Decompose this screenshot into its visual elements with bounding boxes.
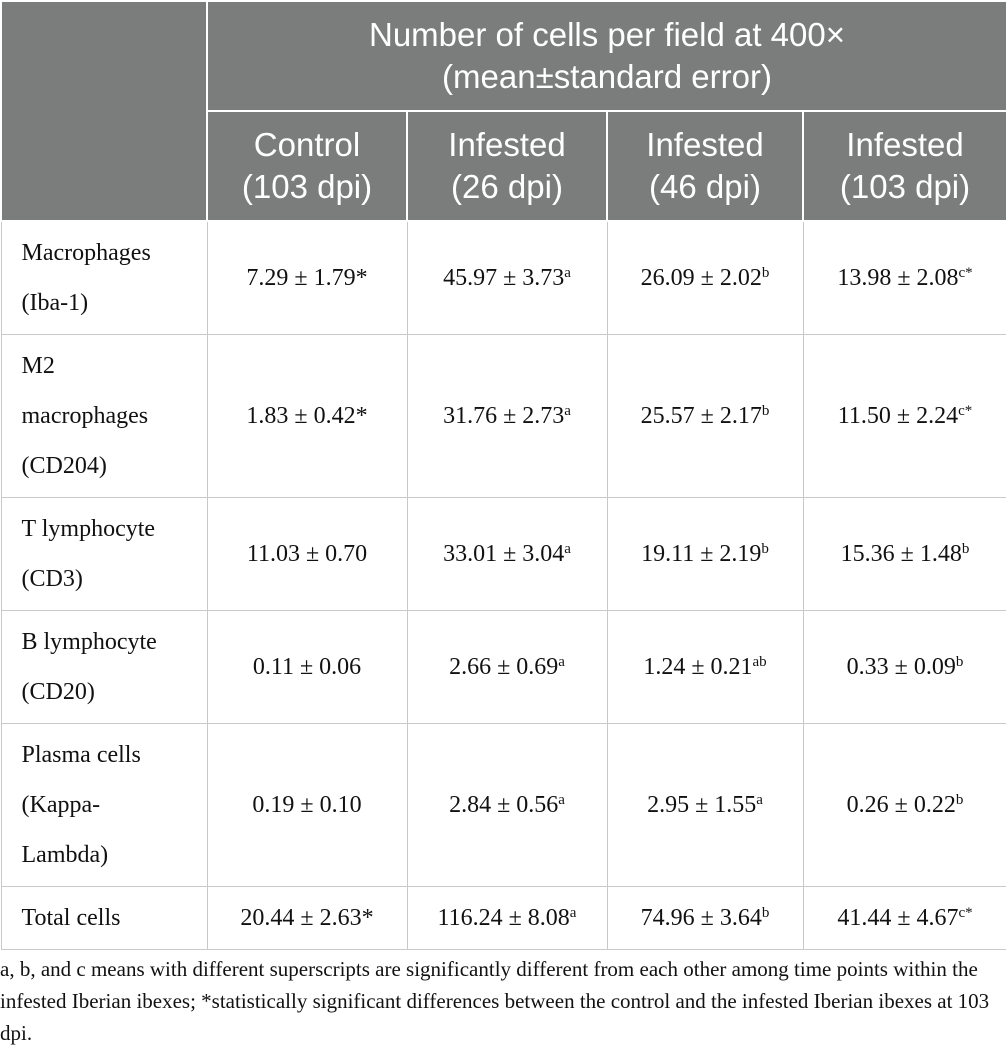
column-header-infested-26: [407, 111, 607, 221]
cell-superscript: a: [756, 791, 763, 808]
cell-superscript: a: [569, 904, 577, 921]
cell-superscript: ab: [752, 653, 767, 670]
cell-superscript: a: [558, 791, 565, 808]
table-row: [1, 724, 1006, 887]
cell-value: 26.09 ± 2.02: [640, 264, 762, 291]
column-header-line1: Control: [253, 126, 361, 163]
table-cell: [207, 724, 407, 887]
table-cell: [207, 887, 407, 950]
row-label: [1, 498, 207, 611]
cell-value: 25.57 ± 2.17: [640, 402, 762, 429]
cell-value: 0.11 ± 0.06: [252, 653, 362, 680]
table-cell: [607, 887, 803, 950]
row-label-line: (CD20): [21, 679, 95, 705]
table-cell: [607, 498, 803, 611]
table-row: [1, 611, 1006, 724]
table-row: [1, 887, 1006, 950]
cell-value: 11.50 ± 2.24: [837, 402, 959, 429]
row-label-line: (CD204): [21, 453, 107, 479]
cell-value: 13.98 ± 2.08: [837, 264, 959, 291]
table-cell: [803, 221, 1006, 335]
group-header-line2: (mean±standard error): [442, 58, 772, 95]
table-cell: [407, 724, 607, 887]
row-label-line: B lymphocyte: [21, 629, 157, 655]
cell-value: 19.11 ± 2.19: [641, 540, 762, 567]
cell-value: 33.01 ± 3.04: [443, 540, 565, 567]
group-header-line1: Number of cells per field at 400×: [369, 16, 846, 53]
table-cell: [607, 611, 803, 724]
cell-superscript: c*: [958, 402, 973, 419]
cell-superscript: b: [955, 653, 964, 670]
row-label: [1, 724, 207, 887]
column-header-line2: (26 dpi): [451, 168, 563, 205]
row-label: [1, 221, 207, 335]
cell-superscript: b: [961, 540, 970, 557]
row-label-line: (Kappa-: [21, 792, 101, 818]
table-cell: [803, 724, 1006, 887]
table-cell: [207, 221, 407, 335]
cell-superscript: a: [564, 540, 571, 557]
table-cell: [803, 498, 1006, 611]
row-label-line: M2: [21, 353, 55, 379]
table-cell: [407, 221, 607, 335]
column-header-infested-103: [803, 111, 1006, 221]
table-row: [1, 498, 1006, 611]
cell-superscript: a: [564, 402, 571, 419]
cell-superscript: b: [761, 540, 769, 557]
cell-superscript: c*: [958, 264, 973, 281]
cell-value: 0.26 ± 0.22: [846, 791, 956, 818]
column-header-line2: (46 dpi): [649, 168, 761, 205]
row-label: [1, 335, 207, 498]
cell-superscript: a: [558, 653, 565, 670]
row-label-line: Macrophages: [21, 240, 151, 266]
cell-value: 1.24 ± 0.21: [643, 653, 753, 680]
cell-value: 0.33 ± 0.09: [846, 653, 956, 680]
cell-superscript: b: [955, 791, 964, 808]
row-label-line: T lymphocyte: [21, 516, 156, 542]
table-cell: [803, 335, 1006, 498]
table-cell: [207, 498, 407, 611]
cell-value: 41.44 ± 4.67: [837, 904, 959, 931]
table-row: [1, 221, 1006, 335]
table-cell: [407, 611, 607, 724]
group-header: [207, 1, 1006, 111]
column-header-line2: (103 dpi): [839, 168, 971, 205]
table-cell: [803, 611, 1006, 724]
header-corner: [1, 1, 207, 221]
column-header-infested-46: [607, 111, 803, 221]
table-footnote: a, b, and c means with different superscripts are significantly different from each other among time points within the infested Iberian ibexes; *statistically significant differences between the control and the infested Iberian ibexes at 103 dpi.: [0, 957, 990, 1045]
column-header-line1: Infested: [646, 126, 764, 163]
cell-value: 7.29 ± 1.79*: [246, 264, 368, 291]
row-label: [1, 611, 207, 724]
cell-superscript: b: [761, 402, 770, 419]
cell-value: 116.24 ± 8.08: [437, 904, 570, 931]
table-cell: [407, 498, 607, 611]
row-label-line: (CD3): [21, 566, 83, 592]
cell-value: 74.96 ± 3.64: [640, 904, 762, 931]
table-cell: [407, 887, 607, 950]
column-header-line1: Infested: [846, 126, 964, 163]
cell-value: 1.83 ± 0.42*: [246, 402, 368, 429]
column-header-line2: (103 dpi): [241, 168, 373, 205]
cell-value: 45.97 ± 3.73: [443, 264, 565, 291]
row-label: [1, 887, 207, 950]
cell-superscript: a: [564, 264, 571, 281]
row-label-line: macrophages: [21, 403, 149, 429]
table-cell: [607, 724, 803, 887]
row-label-line: (Iba-1): [21, 290, 89, 316]
row-label-line: Total cells: [21, 905, 121, 931]
column-header-line1: Infested: [448, 126, 566, 163]
table-cell: [607, 221, 803, 335]
table-cell: [207, 335, 407, 498]
table-cell: [207, 611, 407, 724]
row-label-line: Plasma cells: [21, 742, 141, 768]
row-label-line: Lambda): [21, 842, 109, 868]
cell-value: 2.84 ± 0.56: [449, 791, 559, 818]
table-row: [1, 335, 1006, 498]
cell-value: 2.95 ± 1.55: [647, 791, 757, 818]
column-header-control-103: [207, 111, 407, 221]
table-cell: [803, 887, 1006, 950]
table-cell: [607, 335, 803, 498]
cell-superscript: b: [761, 904, 770, 921]
cell-value: 15.36 ± 1.48: [840, 540, 962, 567]
cell-value: 2.66 ± 0.69: [449, 653, 559, 680]
cell-value: 0.19 ± 0.10: [252, 791, 362, 818]
cell-value: 31.76 ± 2.73: [443, 402, 565, 429]
table-cell: [407, 335, 607, 498]
cell-value: 20.44 ± 2.63*: [240, 904, 374, 931]
cell-superscript: c*: [958, 904, 973, 921]
cell-value: 11.03 ± 0.70: [246, 540, 368, 567]
cell-superscript: b: [761, 264, 770, 281]
